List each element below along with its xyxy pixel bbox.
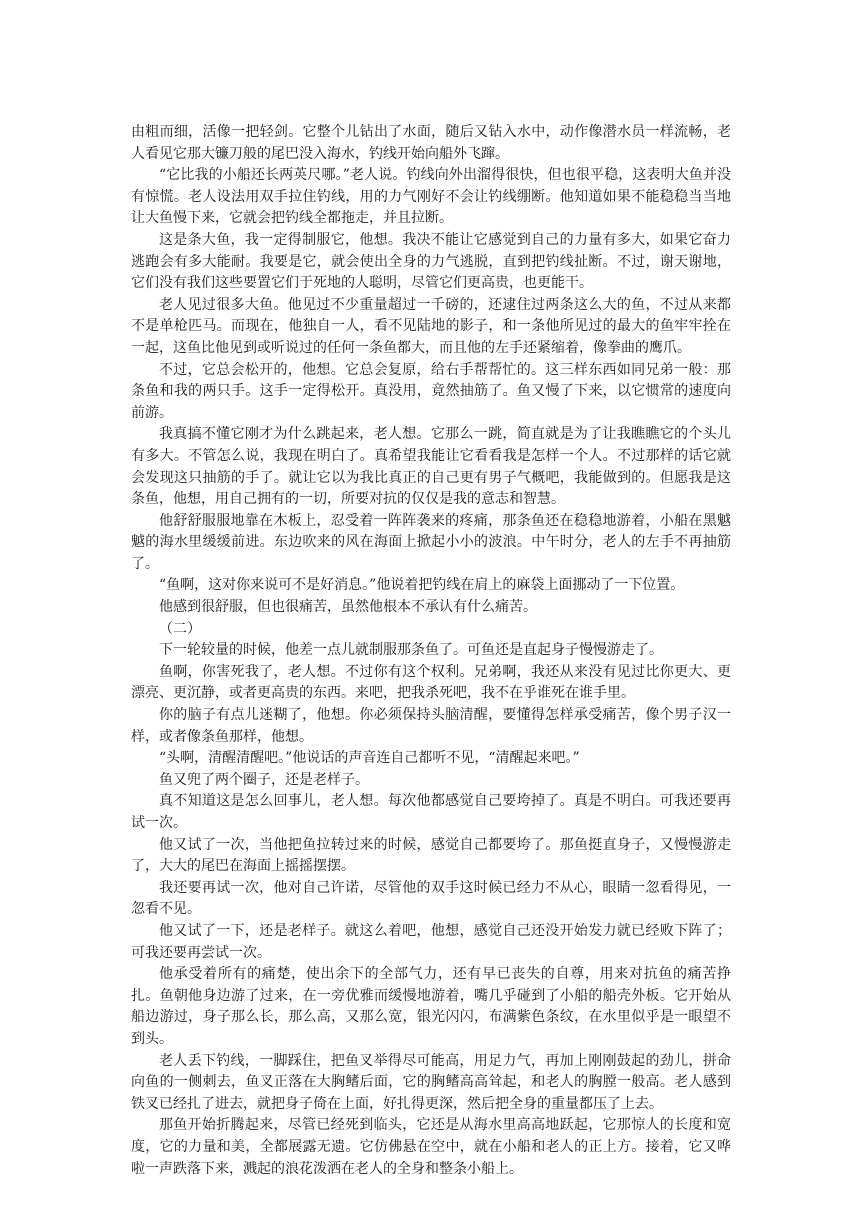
paragraph-21: 那鱼开始折腾起来，尽管已经死到临头，它还是从海水里高高地跃起，它那惊人的长度和宽度，它的力量和美，全都展露无遗。它仿佛悬在空中，就在小船和老人的正上方。接着，它又哗啦一声跌落下来，溅起的浪花泼洒在老人的全身和整条小船上。	[131, 1117, 731, 1177]
paragraph-7: 他舒舒服服地靠在木板上，忍受着一阵阵袭来的疼痛，那条鱼还在稳稳地游着，小船在黑魆魆的海水里缓缓前进。东边吹来的风在海面上掀起小小的波浪。中午时分，老人的左手不再抽筋了。	[131, 512, 731, 572]
paragraph-1: 由粗而细，活像一把轻剑。它整个儿钻出了水面，随后又钻入水中，动作像潜水员一样流畅，老人看见它那大镰刀般的尾巴没入海水，钓线开始向船外飞蹿。	[131, 124, 731, 162]
paragraph-3: 这是条大鱼，我一定得制服它，他想。我决不能让它感觉到自己的力量有多大，如果它奋力逃跑会有多大能耐。我要是它，就会使出全身的力气逃脱，直到把钓线扯断。不过，谢天谢地，它们没有我们这些要置它们于死地的人聪明，尽管它们更高贵，也更能干。	[131, 231, 731, 292]
paragraph-20: 老人丢下钓线，一脚踩住，把鱼叉举得尽可能高，用足力气，再加上刚刚鼓起的劲儿，拼命向鱼的一侧刺去，鱼叉正落在大胸鳍后面，它的胸鳍高高耸起，和老人的胸膛一般高。老人感到铁叉已经扎了进去，就把身子倚在上面，好扎得更深，然后把全身的重量都压了上去。	[131, 1052, 731, 1112]
paragraph-15: 真不知道这是怎么回事儿，老人想。每次他都感觉自己要垮掉了。真是不明白。可我还要再试一次。	[131, 793, 731, 831]
paragraph-8: “鱼啊，这对你来说可不是好消息。”他说着把钓线在肩上的麻袋上面挪动了一下位置。	[159, 577, 685, 594]
paragraph-6: 我真搞不懂它刚才为什么跳起来，老人想。它那么一跳，简直就是为了让我瞧瞧它的个头儿有多大。不管怎么说，我现在明白了。真希望我能让它看看我是怎样一个人。不过那样的话它就会发现这只抽筋的手了。就让它以为我比真正的自己更有男子气概吧，我能做到的。但愿我是这条鱼，他想，用自己拥有的一切，所要对抗的仅仅是我的意志和智慧。	[131, 426, 731, 508]
paragraph-4: 老人见过很多大鱼。他见过不少重量超过一千磅的，还逮住过两条这么大的鱼，不过从来都不是单枪匹马。而现在，他独自一人，看不见陆地的影子，和一条他所见过的最大的鱼牢牢拴在一起，这鱼比他见到或听说过的任何一条鱼都大，而且他的左手还紧缩着，像拳曲的鹰爪。	[131, 296, 731, 356]
paragraph-17: 我还要再试一次，他对自己许诺，尽管他的双手这时候已经力不从心，眼睛一忽看得见，一忽看不见。	[131, 879, 731, 918]
paragraph-12: 你的脑子有点儿迷糊了，他想。你必须保持头脑清醒，要懂得怎样承受痛苦，像个男子汉一样，或者像条鱼那样，他想。	[131, 707, 731, 745]
paragraph-2: “它比我的小船还长两英尺哪。”老人说。钓线向外出溜得很快，但也很平稳，这表明大鱼并没有惊慌。老人设法用双手拉住钓线，用的力气刚好不会让钓线绷断。他知道如果不能稳稳当当地让大鱼慢下来，它就会把钓线全都拖走，并且拉断。	[131, 167, 731, 227]
paragraph-11: 鱼啊，你害死我了，老人想。不过你有这个权利。兄弟啊，我还从来没有见过比你更大、更漂亮、更沉静，或者更高贵的东西。来吧，把我杀死吧，我不在乎谁死在谁手里。	[131, 663, 731, 702]
paragraph-10: 下一轮较量的时候，他差一点儿就制服那条鱼了。可鱼还是直起身子慢慢游走了。	[159, 642, 663, 659]
document-body	[131, 122, 731, 1180]
section-heading: （二）	[159, 620, 201, 637]
paragraph-16: 他又试了一次，当他把鱼拉转过来的时候，感觉自己都要垮了。那鱼挺直身子，又慢慢游走了，大大的尾巴在海面上摇摇摆摆。	[131, 836, 731, 875]
paragraph-13: “头啊，清醒清醒吧。”他说话的声音连自己都听不见，“清醒起来吧。”	[159, 750, 580, 767]
paragraph-5: 不过，它总会松开的，他想。它总会复原，给右手帮帮忙的。这三样东西如同兄弟一般：那条鱼和我的两只手。这手一定得松开。真没用，竟然抽筋了。鱼又慢了下来，以它惯常的速度向前游。	[131, 361, 731, 421]
paragraph-19: 他承受着所有的痛楚，使出余下的全部气力，还有早已丧失的自尊，用来对抗鱼的痛苦挣扎。鱼朝他身边游了过来，在一旁优雅而缓慢地游着，嘴几乎碰到了小船的船壳外板。它开始从船边游过，身子那么长，那么高，又那么宽，银光闪闪，布满紫色条纹，在水里似乎是一眼望不到头。	[131, 966, 731, 1047]
paragraph-18: 他又试了一下，还是老样子。就这么着吧，他想，感觉自己还没开始发力就已经败下阵了；可我还要再尝试一次。	[131, 922, 731, 961]
paragraph-9: 他感到很舒服，但也很痛苦，虽然他根本不承认有什么痛苦。	[159, 599, 537, 616]
paragraph-14: 鱼又兜了两个圈子，还是老样子。	[159, 771, 369, 788]
